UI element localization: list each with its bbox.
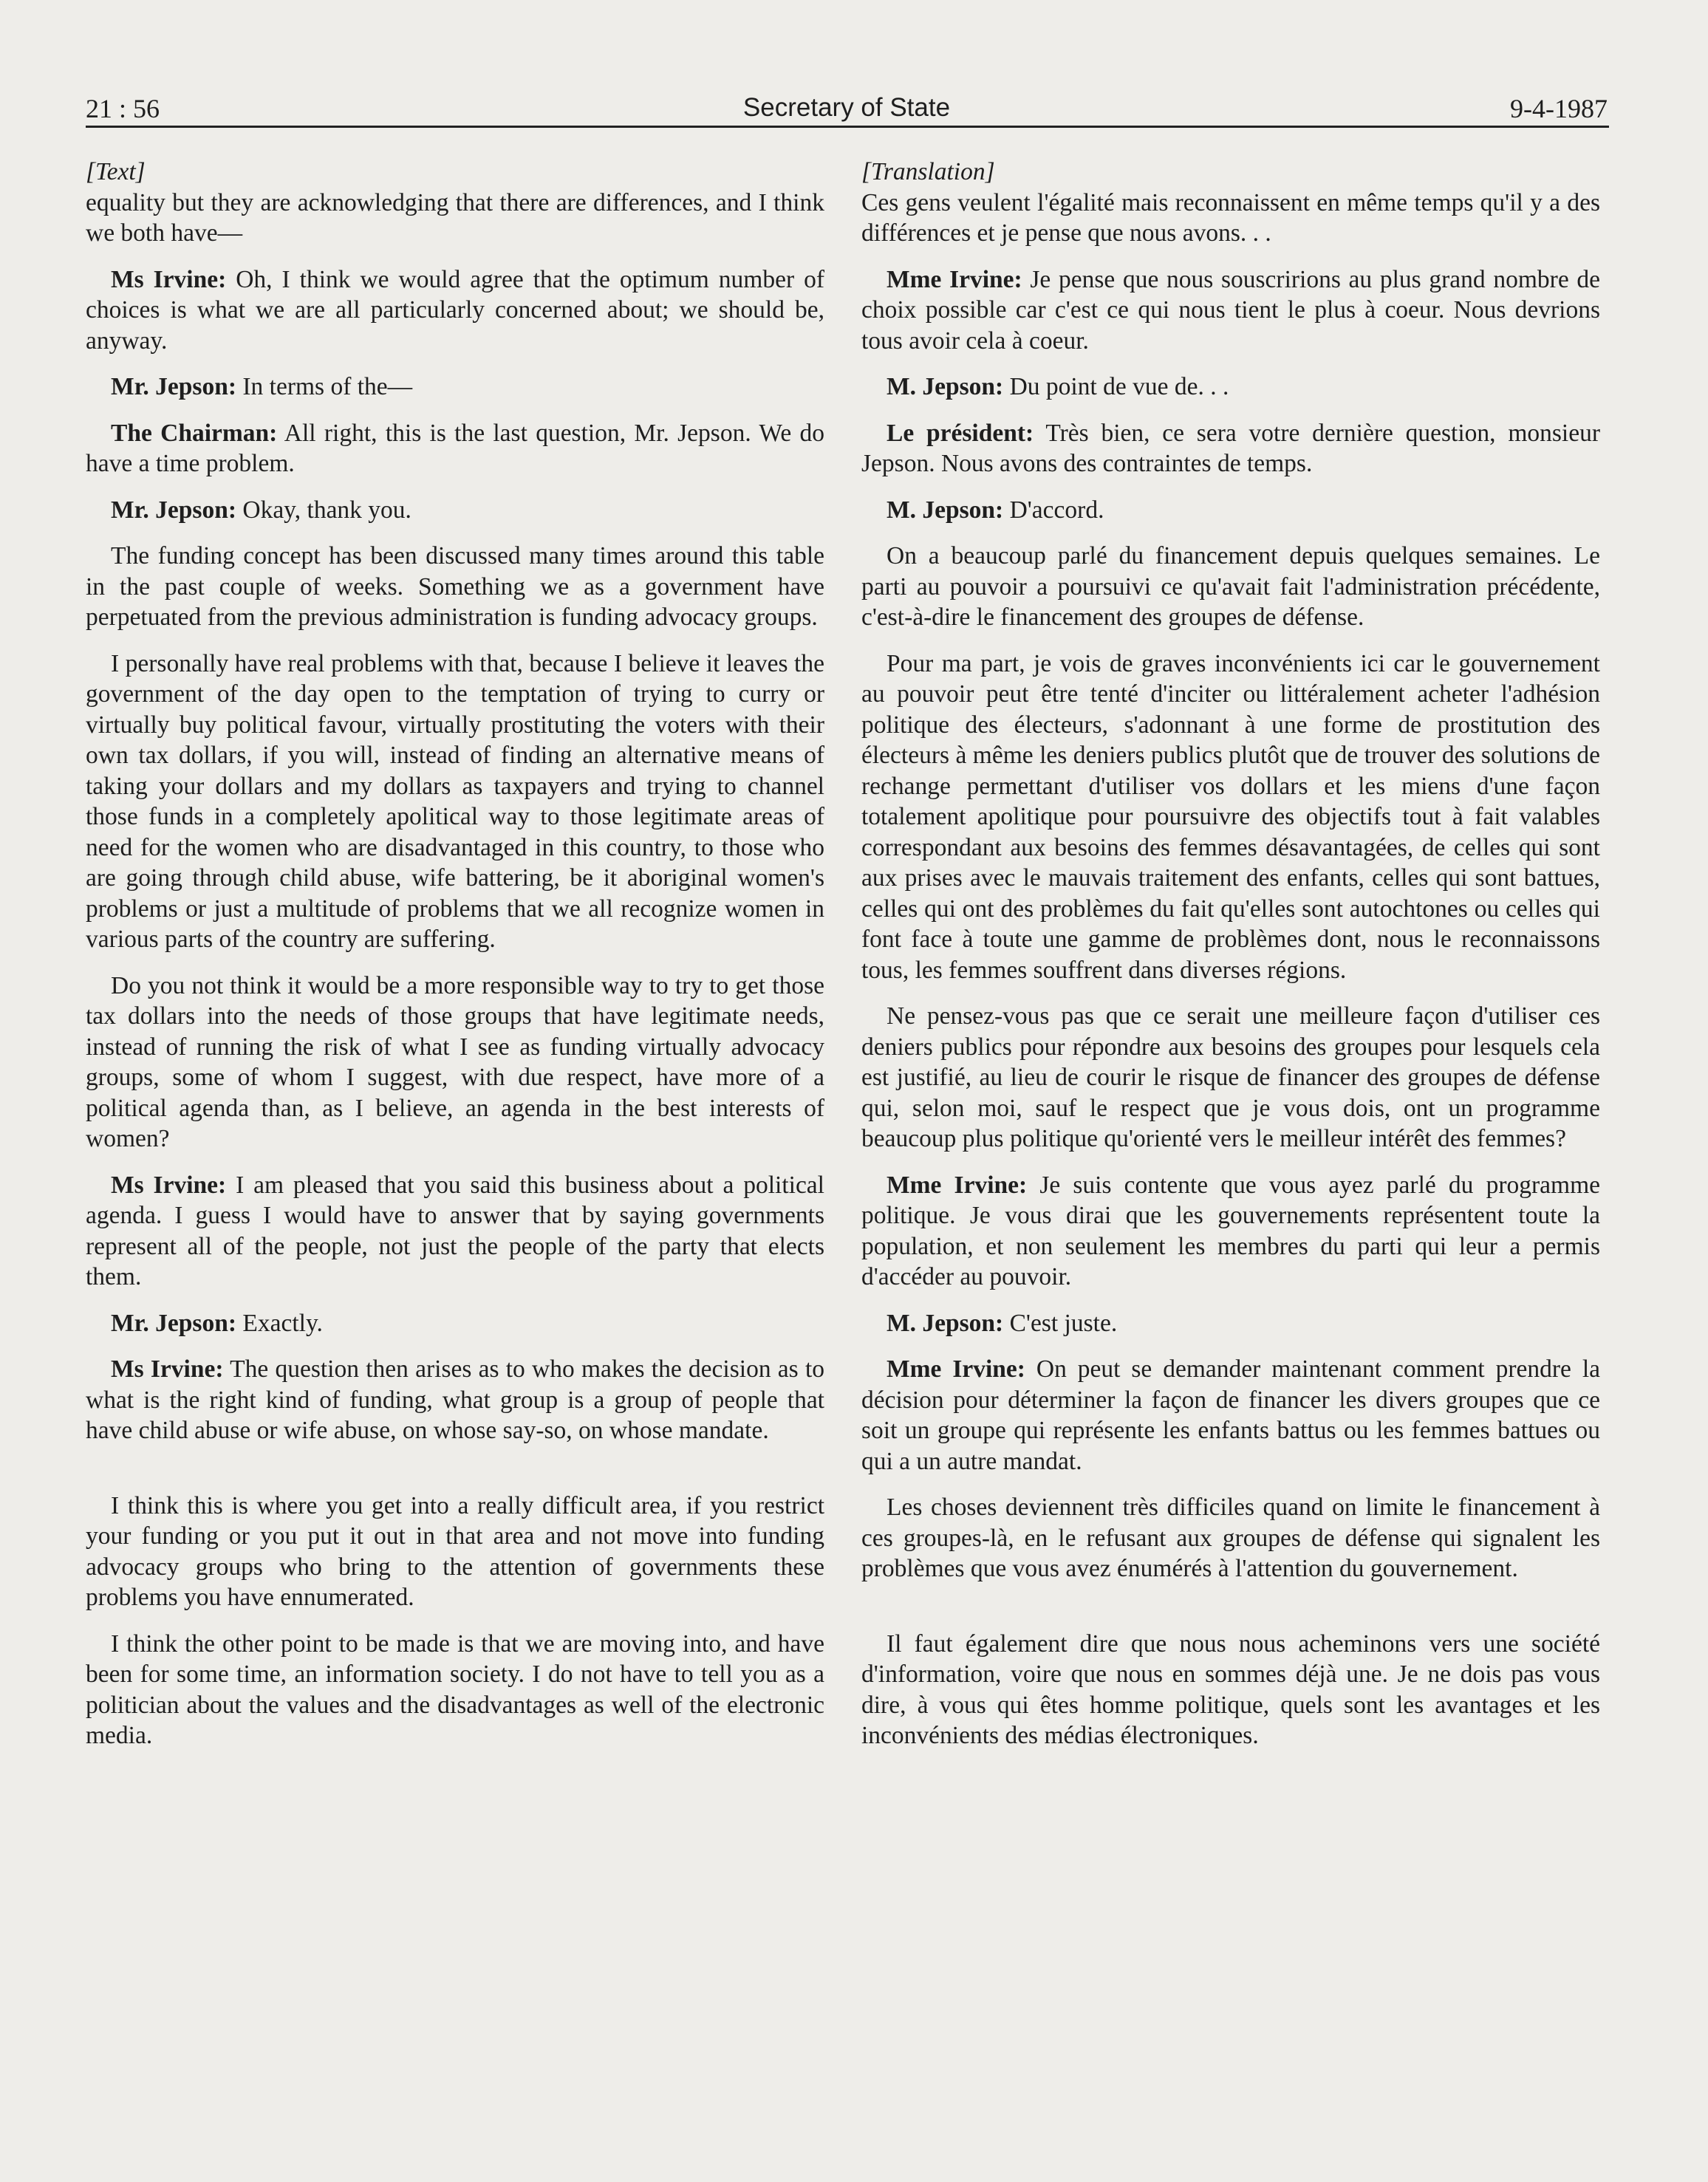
french-column [861, 157, 1600, 1767]
paragraph: Mr. Jepson: Okay, thank you. [111, 496, 411, 524]
paragraph: I think this is where you get into a really difficult area, if you restrict your funding or you put it out in that area and not move into funding advocacy groups who bring to the attention of governments these problems you have ennumerated. [86, 1491, 824, 1611]
paragraph: Do you not think it would be a more responsible way to try to get those tax dollars into the needs of those groups that have legitimate needs, instead of running the risk of what I see as funding virtually advocacy groups, some of whom I suggest, with due respect, have more of a political agenda than, as I believe, an agenda in the best interests of women? [86, 971, 824, 1152]
text-label: [Text] [86, 158, 146, 185]
paragraph: M. Jepson: C'est juste. [887, 1309, 1118, 1337]
header-rule [86, 126, 1609, 128]
page-number: 21 : 56 [86, 94, 160, 123]
paragraph: Ces gens veulent l'égalité mais reconnaissent en même temps qu'il y a des différences et je pense que nous avons. . . [861, 188, 1600, 247]
paragraph: Mme Irvine: Je pense que nous souscririons au plus grand nombre de choix possible car c'est ce qui nous tient le plus à coeur. Nous devrions tous avoir cela à coeur. [861, 265, 1600, 355]
paragraph: equality but they are acknowledging that there are differences, and I think we both have— [86, 188, 824, 247]
paragraph: Ne pensez-vous pas que ce serait une meilleure façon d'utiliser ces deniers publics pour répondre aux besoins des groupes pour lesquels cela est justifié, au lieu de courir le risque de financer des groupes de défense qui, selon moi, sauf le respect que je vous dois, ont un programme beaucoup plus politique qu'orienté vers le meilleur intérêt des femmes? [861, 1002, 1600, 1152]
paragraph: Pour ma part, je vois de graves inconvénients ici car le gouvernement au pouvoir peut être tenté d'inciter ou littéralement acheter l'adhésion politique des électeurs, s'adonnant à une forme de prostitution des électeurs à même les deniers publics plutôt que de trouver des solutions de rechange permettant d'utiliser vos dollars et les miens d'une façon totalement apolitique pour poursuivre des objectifs tout à fait valables correspondant aux besoins des femmes désavantagées, de celles qui sont aux prises avec le mauvais traitement des enfants, celles qui sont battues, celles qui ont des problèmes du fait qu'elles sont autochtones ou celles qui font face à toute une gamme de problèmes dont, nous le reconnaissons tous, les femmes souffrent dans diverses régions. [861, 649, 1600, 984]
running-head [86, 93, 1608, 134]
paragraph: On a beaucoup parlé du financement depuis quelques semaines. Le parti au pouvoir a poursuivi ce qu'avait fait l'administration précédente, c'est-à-dire le financement des groupes de défense. [861, 542, 1600, 631]
english-column [86, 157, 824, 1767]
paragraph: Le président: Très bien, ce sera votre dernière question, monsieur Jepson. Nous avons des contraintes de temps. [861, 419, 1600, 477]
paragraph: The Chairman: All right, this is the last question, Mr. Jepson. We do have a time problem. [86, 419, 824, 477]
translation-label: [Translation] [861, 158, 995, 185]
page-title: Secretary of State [742, 93, 951, 122]
paragraph: I think the other point to be made is that we are moving into, and have been for some time, an information society. I do not have to tell you as a politician about the values and the disadvantages as well of the electronic media. [86, 1629, 824, 1749]
page-date: 9-4-1987 [1510, 94, 1608, 123]
paragraph: Ms Irvine: I am pleased that you said this business about a political agenda. I guess I would have to answer that by saying governments represent all of the people, not just the people of the party that elects them. [86, 1171, 824, 1290]
paragraph: Ms Irvine: Oh, I think we would agree that the optimum number of choices is what we are all particularly concerned about; we should be, anyway. [86, 265, 824, 355]
paragraph: The funding concept has been discussed many times around this table in the past couple of weeks. Something we as a government have perpetuated from the previous administration is funding advocacy groups. [86, 542, 824, 631]
paragraph: Mr. Jepson: In terms of the— [111, 373, 413, 400]
paragraph: Les choses deviennent très difficiles quand on limite le financement à ces groupes-là, en le refusant aux groupes de défense qui signalent les problèmes que vous avez énumérés à l'attention du gouvernement. [861, 1494, 1600, 1582]
paragraph: Mr. Jepson: Exactly. [111, 1309, 323, 1337]
paragraph: I personally have real problems with that, because I believe it leaves the government of the day open to the temptation of trying to curry or virtually buy political favour, virtually prostituting the voters with their own tax dollars, if you will, instead of finding an alternative means of taking your dollars and my dollars as taxpayers and trying to channel those funds in a completely apolitical way to those legitimate areas of need for the women who are disadvantaged in this country, to those who are going through child abuse, wife battering, be it aboriginal women's problems or just a multitude of problems that we all recognize women in various parts of the country are suffering. [86, 649, 824, 953]
paragraph: Ms Irvine: The question then arises as to who makes the decision as to what is the right kind of funding, what group is a group of people that have child abuse or wife abuse, on whose say-so, on whose mandate. [86, 1355, 824, 1444]
paragraph: M. Jepson: D'accord. [887, 496, 1104, 524]
paragraph: Il faut également dire que nous nous acheminons vers une société d'information, voire que nous en sommes déjà une. Je ne dois pas vous dire, à vous qui êtes homme politique, quels sont les avantages et les inconvénients des médias électroniques. [861, 1629, 1600, 1749]
paragraph: M. Jepson: Du point de vue de. . . [887, 373, 1229, 400]
paragraph: Mme Irvine: On peut se demander maintenant comment prendre la décision pour déterminer la façon de financer les divers groupes que ce soit un groupe qui représente les enfants battus ou les femmes battues ou qui a un autre mandat. [861, 1355, 1600, 1475]
paragraph: Mme Irvine: Je suis contente que vous ayez parlé du programme politique. Je vous dirai que les gouvernements représentent toute la population, et non seulement les membres du parti qui leur a permis d'accéder au pouvoir. [861, 1171, 1600, 1290]
